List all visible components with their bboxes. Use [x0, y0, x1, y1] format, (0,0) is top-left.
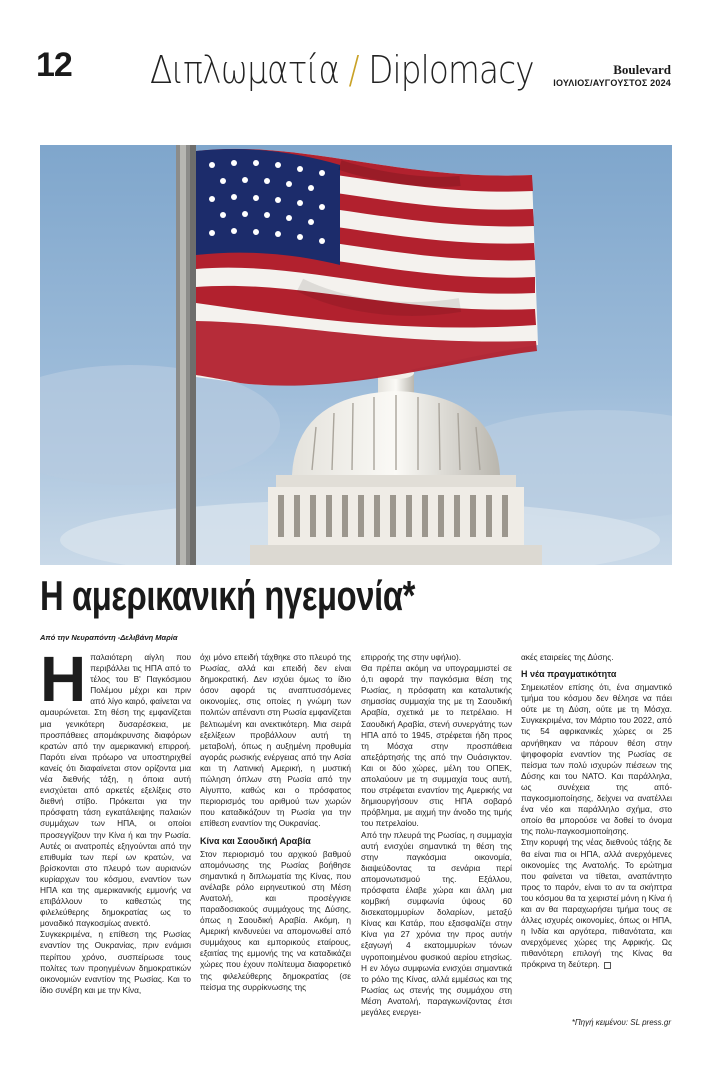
section-title-slash: /: [348, 48, 359, 92]
paragraph: Από την πλευρά της Ρωσίας, η συμμαχία αυτή ενισχύει σημαντικά τη θέση της στην παγκόσμια οικονομία, διαψεύδοντας τα σενάρια περί απομονωτισμού της. Εξάλλου, πρόσφατα έλαβε χώρα και άλλη μια κομβική συμφωνία ύψους 60 δισεκατομμυρίων δολαρίων, μεταξύ Κίνας και Κατάρ, που εξασφαλίζει στην Κίνα για 27 χρόνια την προς αυτήν εξαγωγή 4 εκατομμυρίων τόνων υγροποιημένου φυσικού αερίου ετησίως. Η εν λόγω συμφωνία ενισχύει σημαντικά το ρόλο της Κίνας, αλλά εμμέσως και της Ρωσίας ως στενής της συμμάχου στη Μέση Ανατολή, παραγκωνίζοντας έτσι μεγάλες ενεργει-: [361, 829, 512, 1017]
paragraph: Στον περιορισμό του αρχικού βαθμού απομόνωσης της Ρωσίας βοήθησε σημαντικά η διπλωματία της Κίνας, που ανέλαβε ρόλο ειρηνευτικού στη Μέση Ανατολή, και προσέγγισε παραδοσιακούς συμμάχους της Δύσης, όπως η Σαουδική Αραβία. Ακόμη, η Αμερική κινδυνεύει να απομονωθεί από συμμάχους και εμπορικούς εταίρους, εξαιτίας της εμμονής της να καταδικάζει χώρες που έχουν πολίτευμα διαφορετικό της φιλελεύθερης δημοκρατίας (σε πείσμα της συρρίκνωσης της: [200, 848, 351, 992]
end-mark-icon: [604, 962, 611, 969]
paragraph: Σημειωτέον επίσης ότι, ένα σημαντικό τμήμα του κόσμου δεν θέλησε να πάει ούτε με τη Δύση, ούτε με τη Μόσχα. Συγκεκριμένα, τον Μάρτιο του 2022, από τις 54 αφρικανικές χώρες οι 25 αρνήθηκαν να πάρουν θέση στην ψηφοφορία εναντίον της Ρωσίας σε πείσμα των πολύ ισχυρών πιέσεων της Δύσης και του ΝΑΤΟ. Και παράλληλα, ως συνέχεια της από-παγκοσμιοποίησης, δείχνει να ανατέλλει ένα νέο και παράλληλο σχήμα, στο οποίο θα μπορούσε να δοθεί το όνομα της πολυ-παγκοσμιοποίησης.: [521, 682, 672, 837]
article-column-2: [200, 652, 351, 993]
article-byline: Από την Νευραπόντη -Δελιβάνη Μαρία: [40, 633, 178, 642]
article-column-3: [361, 652, 512, 1018]
page-number: 12: [36, 46, 72, 84]
paragraph: παλαιότερη αίγλη που περιβάλλει τις ΗΠΑ από το τέλος του Β' Παγκόσμιου Πολέμου μέχρι και πριν από λίγο καιρό, φαίνεται να αμαυρώνεται. Στη θέση της εμφανίζεται μια γενικότερη δυσαρέσκεια, με προσπάθειες απομάκρυνσης διαφόρων κρατών από την αμερικανική επιρροή. Παρότι είναι πρόωρο να υποστηριχθεί κανείς ότι διαφαίνεται στον ορίζοντα μια νέα διεθνής τάξη, η όποια αυτή ενισχύεται από αρκετές εξελίξεις στο διεθνή στίβο. Πρόκειται για την πρόσφατη τάση εγκατάλειψης παλαιών συμμάχων των ΗΠΑ, οι οποίοι προσεγγίζουν την Κίνα ή και την Ρωσία. Αυτές οι ανατροπές εξηγούνται από την επιθυμία των περί ων κρατών, να βρίσκονται στο πλευρό των αυριανών κυρίαρχων του κόσμου, εναντίον των ΗΠΑ και της αμερικανικής εμμονής να επιβάλλουν το καθεστώς της φιλελεύθερης δημοκρατίας ως το μοναδικό παγκοσμίως ανεκτό.: [40, 652, 191, 929]
section-title-greek: Διπλωματία: [150, 48, 339, 92]
article-photo: [40, 145, 672, 565]
source-note: *Πηγή κειμένου: SL press.gr: [571, 1018, 671, 1027]
paragraph: [521, 837, 672, 970]
issue-date: ΙΟΥΛΙΟΣ/ΑΥΓΟΥΣΤΟΣ 2024: [553, 78, 671, 88]
article-column-1: [40, 643, 191, 996]
subheading: Κίνα και Σαουδική Αραβία: [200, 835, 311, 846]
drop-cap: Η: [40, 643, 87, 715]
subheading: Η νέα πραγματικότητα: [521, 669, 617, 680]
magazine-brand: Boulevard: [613, 62, 671, 77]
paragraph: όχι μόνο επειδή τάχθηκε στο πλευρό της Ρωσίας, αλλά και επειδή δεν είναι δημοκρατική. Δεν ισχύει όμως το ίδιο όσον αφορά τις αναπτυσσόμενες οικονομίες, στις οποίες η γνώμη των πολιτών απέναντι στη Ρωσία εμφανίζεται βελτιωμένη και ανεκτικότερη. Μια σειρά εξελίξεων προβάλλουν αυτή τη μεταβολή, όπως η αυξημένη προθυμία αγοράς ρωσικής ενέργειας από την Ασία και τη Λατινική Αμερική, η μυστική πώληση όπλων στη Ρωσία από την Αίγυπτο, καθώς και ο πρόσφατος περιορισμός του αριθμού των χωρών που καταδικάζουν τη Ρωσία για την επίθεση εναντίον της Ουκρανίας.: [200, 652, 351, 829]
article-headline: Η αμερικανική ηγεμονία*: [40, 572, 415, 619]
paragraph: επιρροής της στην υφήλιο).: [361, 652, 462, 662]
flag-capitol-image: [40, 145, 672, 565]
article-column-4: [521, 652, 672, 971]
section-title: [150, 48, 534, 92]
section-title-english: Diplomacy: [368, 48, 534, 92]
american-flag: [196, 149, 538, 386]
paragraph: Συγκεκριμένα, η επίθεση της Ρωσίας εναντίον της Ουκρανίας, πριν ενάμισι περίπου χρόνο, συσπείρωσε τους πολίτες των προηγμένων δημοκρατικών οικονομιών εναντίον της Ρωσίας. Και το ίδιο συνέβη και με την Κίνα,: [40, 929, 191, 995]
paragraph: Θα πρέπει ακόμη να υπογραμμιστεί σε ό,τι αφορά την παγκόσμια θέση της Ρωσίας, η πρόσφατη και καταλυτικής σημασίας συμμαχία της με τη Σαουδική Αραβία, σχετικά με το πετρέλαιο. Η Σαουδική Αραβία, στενή συνεργάτης των ΗΠΑ από το 1945, στρέφεται ήδη προς τη Μόσχα στην προσπάθεια απεξάρτησής της από την Ουάσιγκτον. Και οι δύο χώρες, μέλη του ΟΠΕΚ, απολαύουν με τη συμμαχία τους αυτή, που στρέφεται εναντίον της Αμερικής να δημιουργήσουν στις ΗΠΑ σοβαρό πρόβλημα, με αιχμή την άνοδο της τιμής του πετρελαίου.: [361, 663, 512, 829]
paragraph-text: Στην κορυφή της νέας διεθνούς τάξης δε θα είναι πια οι ΗΠΑ, αλλά ανερχόμενες οικονομίες της Ανατολής. Το ερώτημα που φαίνεται να τίθεται, αναπάντητο προς το παρόν, είναι το αν τα σκήπτρα του κόσμου θα τα χειριστεί μόνη η Κίνα ή και αν θα παραχωρήσει τμήμα τους σε άλλες ισχυρές οικονομίες, όπως οι ΗΠΑ, η Ινδία και αργότερα, πιθανότατα, και ανερχόμενες χώρες της Αφρικής. Ως πιθανότερη επιλογή της Κίνας θα πρόκρινα τη δεύτερη.: [521, 837, 672, 970]
paragraph: ακές εταιρείες της Δύσης.: [521, 652, 614, 662]
